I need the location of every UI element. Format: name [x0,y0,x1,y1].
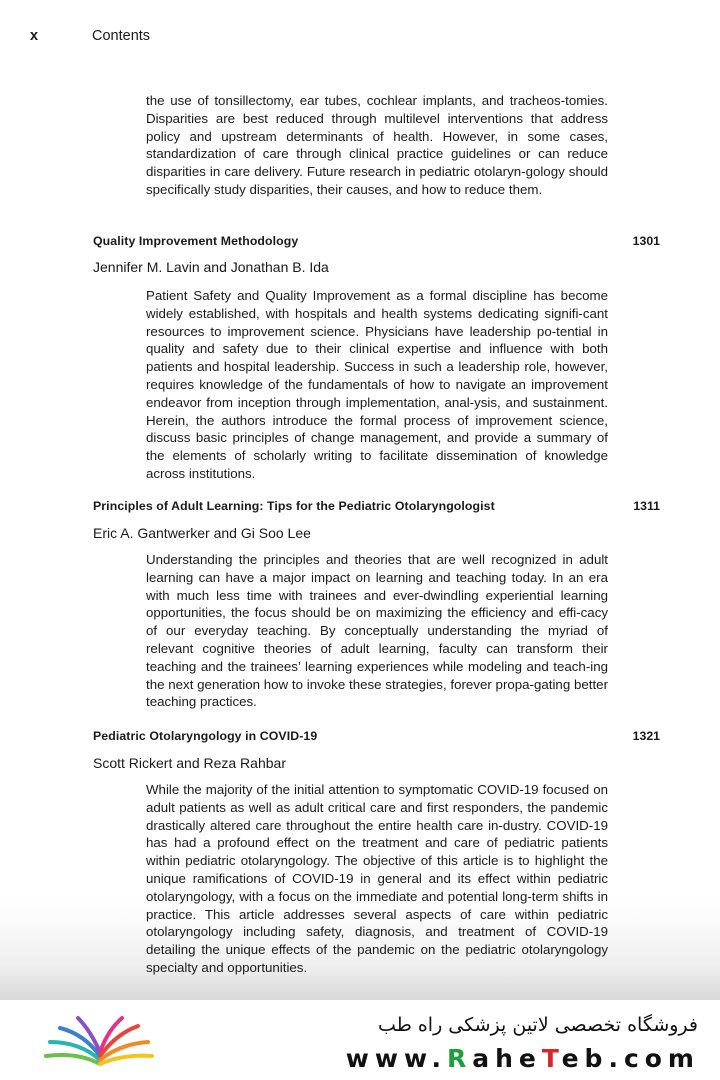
article-page-2: 1311 [633,499,660,513]
page-header [30,28,690,50]
article-abstract-3: While the majority of the initial attention to symptomatic COVID-19 focused on adult patients as well as adult critical care and first responders, the pandemic drastically altered care throughout the entire health care in-dustry. COVID-19 has had a profound effect on the treatment and care of pediatric patients within pediatric otolaryngology. The objective of this article is to highlight the unique ramifications of COVID-19 in general and its effect within pediatric otolaryngology, with a focus on the immediate and potential long-term shifts in practice. This article addresses several aspects of care within pediatric otolaryngology including safety, diagnosis, and treatment of COVID-19 detailing the unique effects of the pandemic on the pediatric otolaryngology specialty and opportunities. [146,782,608,975]
running-title: Contents [92,28,151,44]
article-authors-3: Scott Rickert and Reza Rahbar [93,755,286,771]
article-title-1: Quality Improvement Methodology [93,234,299,248]
article-abstract-2: Understanding the principles and theories that are well recognized in adult learning can have a major impact on learning and teaching today. In an era with much less time with trainees and ever-dwindling experiential learning opportunities, the focus should be on maximizing the efficiency and effi-cacy of our everyday teaching. By conceptually understanding the myriad of relevant cognitive theories of adult learning, faculty can transform their teaching and the trainees’ learning experiences while modeling and teach-ing the next generation how to invoke these strategies, forever propa-gating better teaching practices. [146,552,608,710]
open-book-logo-icon [38,1012,158,1072]
shop-name: فروشگاه تخصصی لاتین پزشکی راه طب [378,1014,698,1036]
article-title-3: Pediatric Otolaryngology in COVID-19 [93,729,318,743]
article-page-1: 1301 [632,234,660,248]
article-authors-1: Jennifer M. Lavin and Jonathan B. Ida [93,259,329,275]
url-ahe: ahe [472,1044,542,1073]
url-letter-r: R [446,1044,473,1073]
article-title-2: Principles of Adult Learning: Tips for the Pediatric Otolaryngologist [93,499,495,513]
url-prefix: www. [345,1044,447,1073]
article-page-3: 1321 [632,729,660,743]
page-number: x [30,28,39,44]
url-suffix: eb.com [561,1044,700,1073]
intro-continuation: the use of tonsillectomy, ear tubes, cochlear implants, and tracheos-tomies. Disparities are best reduced through multilevel interventions that address policy and upstream determinants of health. However, in some cases, standardization of care through clinical practice guidelines or can reduce disparities in care delivery. Future research in pediatric otolaryn-gology should specifically study disparities, their causes, and how to reduce them. [146,93,608,197]
watermark-footer [0,1000,720,1080]
site-url[interactable] [346,1044,700,1073]
url-letter-t: T [541,1044,562,1073]
article-abstract-1: Patient Safety and Quality Improvement as a formal discipline has become widely established, with hospitals and health systems dedicating signifi-cant resources to improvement science. Physicians have leadership po-tential in quality and safety due to their clinical expertise and influence with both patients and hospital leadership. Success in such a leadership role, however, requires knowledge of the fundamentals of how to navigate an improvement endeavor from inception through implementation, anal-ysis, and sustainment. Herein, the authors introduce the formal process of improvement science, discuss basic principles of change management, and provide a summary of the elements of scholarly writing to facilitate dissemination of knowledge across institutions. [146,288,608,481]
article-authors-2: Eric A. Gantwerker and Gi Soo Lee [93,525,311,541]
